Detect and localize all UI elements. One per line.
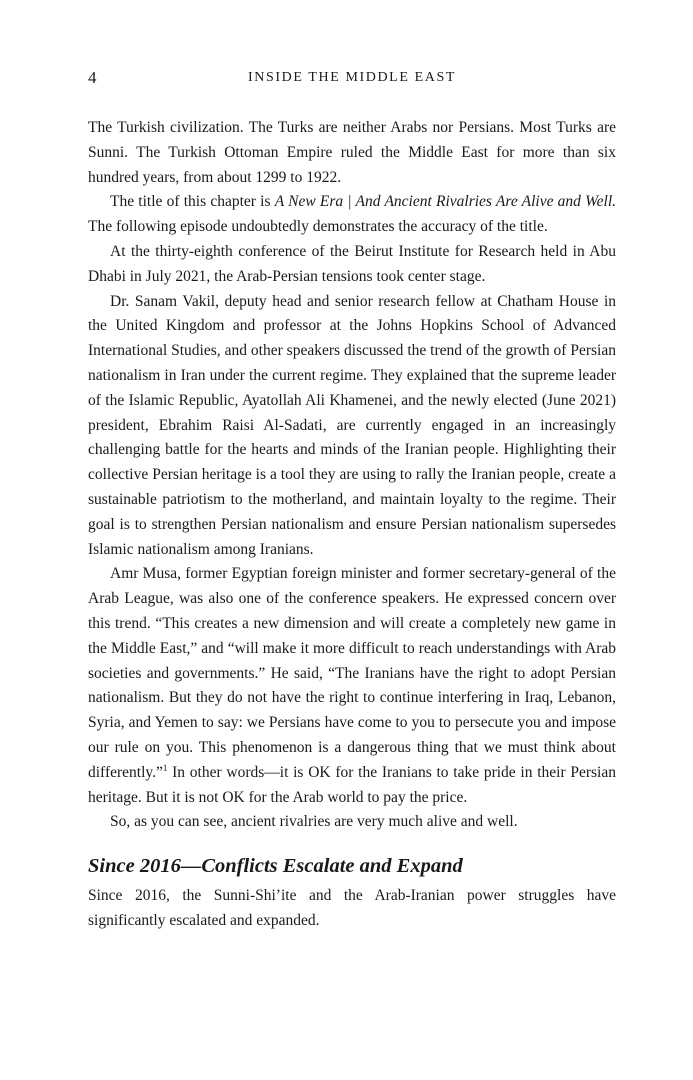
paragraph-amr-musa	[88, 562, 616, 810]
paragraph-chapter-title	[88, 190, 616, 240]
footnote-marker: 1	[162, 762, 168, 773]
paragraph-text: The following episode undoubtedly demonstrates the accuracy of the title.	[88, 218, 548, 236]
paragraph-text: In other words—it is OK for the Iranians to take pride in their Persian heritage. But it is not OK for the Arab world to pay the price.	[88, 763, 616, 806]
paragraph-rivalries: So, as you can see, ancient rivalries are very much alive and well.	[110, 813, 518, 831]
paragraph-text: The title of this chapter is	[110, 193, 275, 211]
paragraph-conference: At the thirty-eighth conference of the Beirut Institute for Research held in Abu Dhabi in July 2021, the Arab-Persian tensions took center stage.	[88, 242, 616, 285]
paragraph-sanam-vakil: Dr. Sanam Vakil, deputy head and senior research fellow at Chatham House in the United Kingdom and professor at the Johns Hopkins School of Advanced International Studies, and other speakers discussed the trend of the growth of Persian nationalism in Iran under the current regime. They explained that the supreme leader of the Islamic Republic, Ayatollah Ali Khamenei, and the newly elected (June 2021) president, Ebrahim Raisi Al-Sadati, are currently engaged in an increasingly challenging battle for the hearts and minds of the Iranian people. Highlighting their collective Persian heritage is a tool they are using to rally the Iranian people, create a sustainable patriotism to the motherland, and maintain loyalty to the regime. Their goal is to strengthen Persian nationalism and ensure Persian nationalism supersedes Islamic nationalism among Iranians.	[88, 292, 616, 558]
paragraph-since-2016: Since 2016, the Sunni-Shi’ite and the Arab-Iranian power struggles have significantly escalated and expanded.	[88, 887, 616, 929]
chapter-title-reference: A New Era | And Ancient Rivalries Are Alive and Well.	[274, 193, 616, 211]
page-header	[88, 66, 616, 90]
page-body	[88, 116, 616, 934]
paragraph-turkish-civilization: The Turkish civilization. The Turks are neither Arabs nor Persians. Most Turks are Sunni. The Turkish Ottoman Empire ruled the Middle East for more than six hundred years, from about 1299 to 1922.	[88, 119, 616, 186]
paragraph-text: Amr Musa, former Egyptian foreign minister and former secretary-general of the Arab League, was also one of the conference speakers. He expressed concern over this trend. “This creates a new dimension and will create a completely new game in the Middle East,” and “will make it more difficult to reach understandings with Arab societies and governments.” He said, “The Iranians have the right to adopt Persian nationalism. But they do not have the right to continue interfering in Iraq, Lebanon, Syria, and Yemen to say: we Persians have come to you to persecute you and impose our rule on you. This phenomenon is a dangerous thing that we must think about differently.”	[88, 565, 616, 781]
running-head: INSIDE THE MIDDLE EAST	[248, 70, 456, 85]
page-number: 4	[88, 68, 97, 87]
section-heading: Since 2016—Conflicts Escalate and Expand	[88, 855, 463, 878]
